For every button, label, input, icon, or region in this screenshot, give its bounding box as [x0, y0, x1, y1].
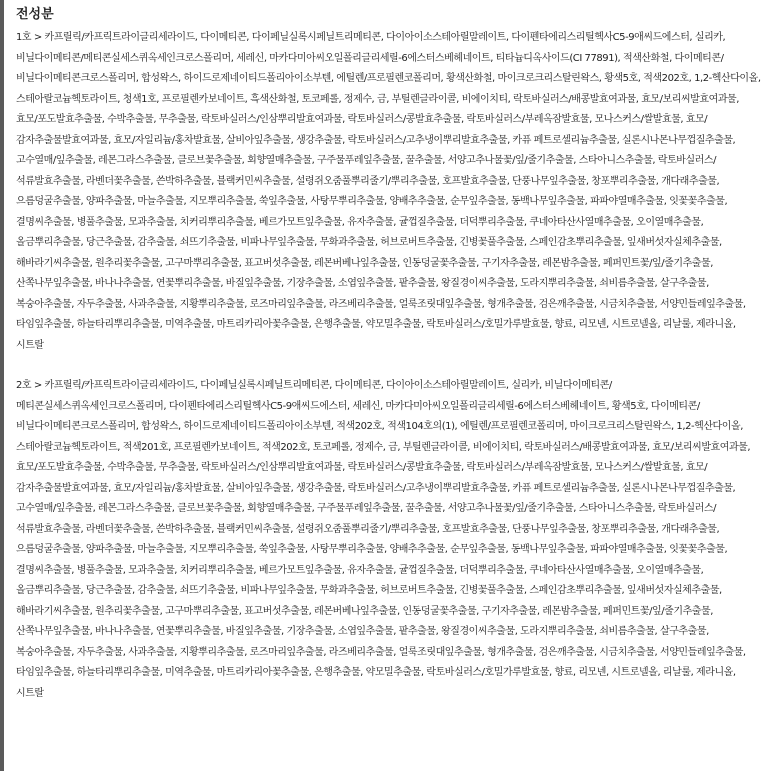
ingredients-section	[16, 6, 761, 704]
section-title: 전성분	[16, 7, 54, 22]
left-border-bar	[0, 0, 4, 771]
ingredient-list-shade-2: 2호 > 카프릴릭/카프릭트라이글리세라이드, 다이페닐실록시페닐트리메티콘, 다이메티콘, 다이아이소스테아릴말레이트, 실리카, 비닐다이메티콘/메티콘실세스퀴옥세인크로스폴리머, 다이펜타에리스리틸헥사C5-9애씨드에스터, 세레신, 마카다미아씨오일폴리글리세릴-6에스터스베헤네이트, 황색5호, 다이메티콘/비닐다이메티콘크로스폴리머, 합성왁스, 하이드로제네이티드폴리아이소부텐, 적색202호, 적색104호의(1), 에틸렌/프로필렌코폴리머, 마이크로크리스탈린왁스, 1,2-헥산다이올, 스테아랄코늄헥토라이트, 적색201호, 프로필렌카보네이트, 적색202호, 토코페롤, 정제수, 금, 부틸렌글라이콜, 비에이치티, 락토바실러스/배콩발효여과물, 효모/보리씨발효여과물, 효모/포도발효추출물, 수박추출물, 무추출물, 락토바실러스/인삼뿌리발효여과물, 락토바실러스/콩발효추출물, 락토바실러스/부레옥잠발효물, 모나스커스/쌀발효물, 효모/감자추출물발효여과물, 효모/자일리늄/홍차발효물, 살비아잎추출물, 생강추출물, 락토바실러스/고추냉이뿌리발효추출물, 카퓨 페트로셀리늄추출물, 실론시나몬나무껍질추출물, 고수열매/잎추출물, 레몬그라스추출물, 클로브꽃추출물, 회향열매추출물, 구주물푸레잎추출물, 꿀추출물, 서양고추나물꽃/잎/줄기추출물, 스타아니스추출물, 락토바실러스/석류발효추출물, 라벤더꽃추출물, 쓴박하추출물, 블랙커민씨추출물, 설령쥐오줌풀뿌리줄기/뿌리추출물, 호프발효추출물, 단풍나무잎추출물, 창포뿌리추출물, 개다래추출물, 으름덩굴추출물, 양파추출물, 마늘추출물, 지모뿌리추출물, 쑥잎추출물, 사탕무뿌리추출물, 양배추추출물, 순무잎추출물, 동백나무잎추출물, 파파야열매추출물, 잇꽃꽃추출물, 결명씨추출물, 병풀추출물, 모과추출물, 치커리뿌리추출물, 베르가모트잎추출물, 유자추출물, 귤껍질추출물, 더덕뿌리추출물, 쿠네아타산사열매추출물, 오이열매추출물, 올금뿌리추출물, 당근추출물, 감추출물, 쇠뜨기추출물, 비파나무잎추출물, 무화과추출물, 허브로버트추출물, 긴병꽃풀추출물, 스페인감초뿌리추출물, 잎새버섯자실체추출물, 해바라기씨추출물, 원추리꽃추출물, 고구마뿌리추출물, 표고버섯추출물, 레몬버베나잎추출물, 인동덩굴꽃추출물, 구기자추출물, 레몬밤추출물, 페퍼민트꽃/잎/줄기추출물, 산쪽나무잎추출물, 바나나추출물, 연꽃뿌리추출물, 바질잎추출물, 기장추출물, 소엽잎추출물, 팥추출물, 왕질경이씨추출물, 도라지뿌리추출물, 쇠비름추출물, 살구추출물, 복숭아추출물, 자두추출물, 사과추출물, 지황뿌리추출물, 로즈마리잎추출물, 라즈베리추출물, 얼룩조릿대잎추출물, 형개추출물, 검은깨추출물, 시금치추출물, 서양민들레잎추출물, 타임잎추출물, 하늘타리뿌리추출물, 미역추출물, 마트리카리아꽃추출물, 은행추출물, 약모밀추출물, 락토바실러스/호밀가루발효물, 향료, 리모넨, 시트로넬올, 리날룰, 제라니올, 시트랄	[16, 380, 751, 699]
ingredient-list-shade-1: 1호 > 카프릴릭/카프릭트라이글리세라이드, 다이메티콘, 다이페닐실록시페닐트리메티콘, 다이아이소스테아릴말레이트, 다이펜타에리스리틸헥사C5-9애씨드에스터, 실리카, 비닐다이메티콘/메티콘실세스퀴옥세인크로스폴리머, 세레신, 마카다미아씨오일폴리글리세릴-6에스터스베헤네이트, 티타늄디옥사이드(CI 77891), 적색산화철, 다이메티콘/비닐다이메티콘크로스폴리머, 합성왁스, 하이드로제네이티드폴리아이소부텐, 에틸렌/프로필렌코폴리머, 황색산화철, 마이크로크리스탈린왁스, 황색5호, 적색202호, 1,2-헥산다이올, 스테아랄코늄헥토라이트, 청색1호, 프로필렌카보네이트, 흑색산화철, 토코페롤, 정제수, 금, 부틸렌글라이콜, 비에이치티, 락토바실러스/배콩발효여과물, 효모/보리씨발효여과물, 효모/포도발효추출물, 수박추출물, 무추출물, 락토바실러스/인삼뿌리발효여과물, 락토바실러스/콩발효추출물, 락토바실러스/부레옥잠발효물, 모나스커스/쌀발효물, 효모/감자추출물발효여과물, 효모/자일리늄/홍차발효물, 살비아잎추출물, 생강추출물, 락토바실러스/고추냉이뿌리발효추출물, 카퓨 페트로셀리늄추출물, 실론시나몬나무껍질추출물, 고수열매/잎추출물, 레몬그라스추출물, 클로브꽃추출물, 회향열매추출물, 구주물푸레잎추출물, 꿀추출물, 서양고추나물꽃/잎/줄기추출물, 스타아니스추출물, 락토바실러스/석류발효추출물, 라벤더꽃추출물, 쓴박하추출물, 블랙커민씨추출물, 설령쥐오줌풀뿌리줄기/뿌리추출물, 호프발효추출물, 단풍나무잎추출물, 창포뿌리추출물, 개다래추출물, 으름덩굴추출물, 양파추출물, 마늘추출물, 지모뿌리추출물, 쑥잎추출물, 사탕무뿌리추출물, 양배추추출물, 순무잎추출물, 동백나무잎추출물, 파파야열매추출물, 잇꽃꽃추출물, 결명씨추출물, 병풀추출물, 모과추출물, 치커리뿌리추출물, 베르가모트잎추출물, 유자추출물, 귤껍질추출물, 더덕뿌리추출물, 쿠네아타산사열매추출물, 오이열매추출물, 올금뿌리추출물, 당근추출물, 감추출물, 쇠뜨기추출물, 비파나무잎추출물, 무화과추출물, 허브로버트추출물, 긴병꽃풀추출물, 스페인감초뿌리추출물, 잎새버섯자실체추출물, 해바라기씨추출물, 원추리꽃추출물, 고구마뿌리추출물, 표고버섯추출물, 레몬버베나잎추출물, 인동덩굴꽃추출물, 구기자추출물, 레몬밤추출물, 페퍼민트꽃/잎/줄기추출물, 산쪽나무잎추출물, 바나나추출물, 연꽃뿌리추출물, 바질잎추출물, 기장추출물, 소엽잎추출물, 팥추출물, 왕질경이씨추출물, 도라지뿌리추출물, 쇠비름추출물, 살구추출물, 복숭아추출물, 자두추출물, 사과추출물, 지황뿌리추출물, 로즈마리잎추출물, 라즈베리추출물, 얼룩조릿대잎추출물, 형개추출물, 검은깨추출물, 시금치추출물, 서양민들레잎추출물, 타임잎추출물, 하늘타리뿌리추출물, 미역추출물, 마트리카리아꽃추출물, 은행추출물, 약모밀추출물, 락토바실러스/호밀가루발효물, 향료, 리모넨, 시트로넬올, 리날룰, 제라니올, 시트랄	[16, 32, 761, 351]
